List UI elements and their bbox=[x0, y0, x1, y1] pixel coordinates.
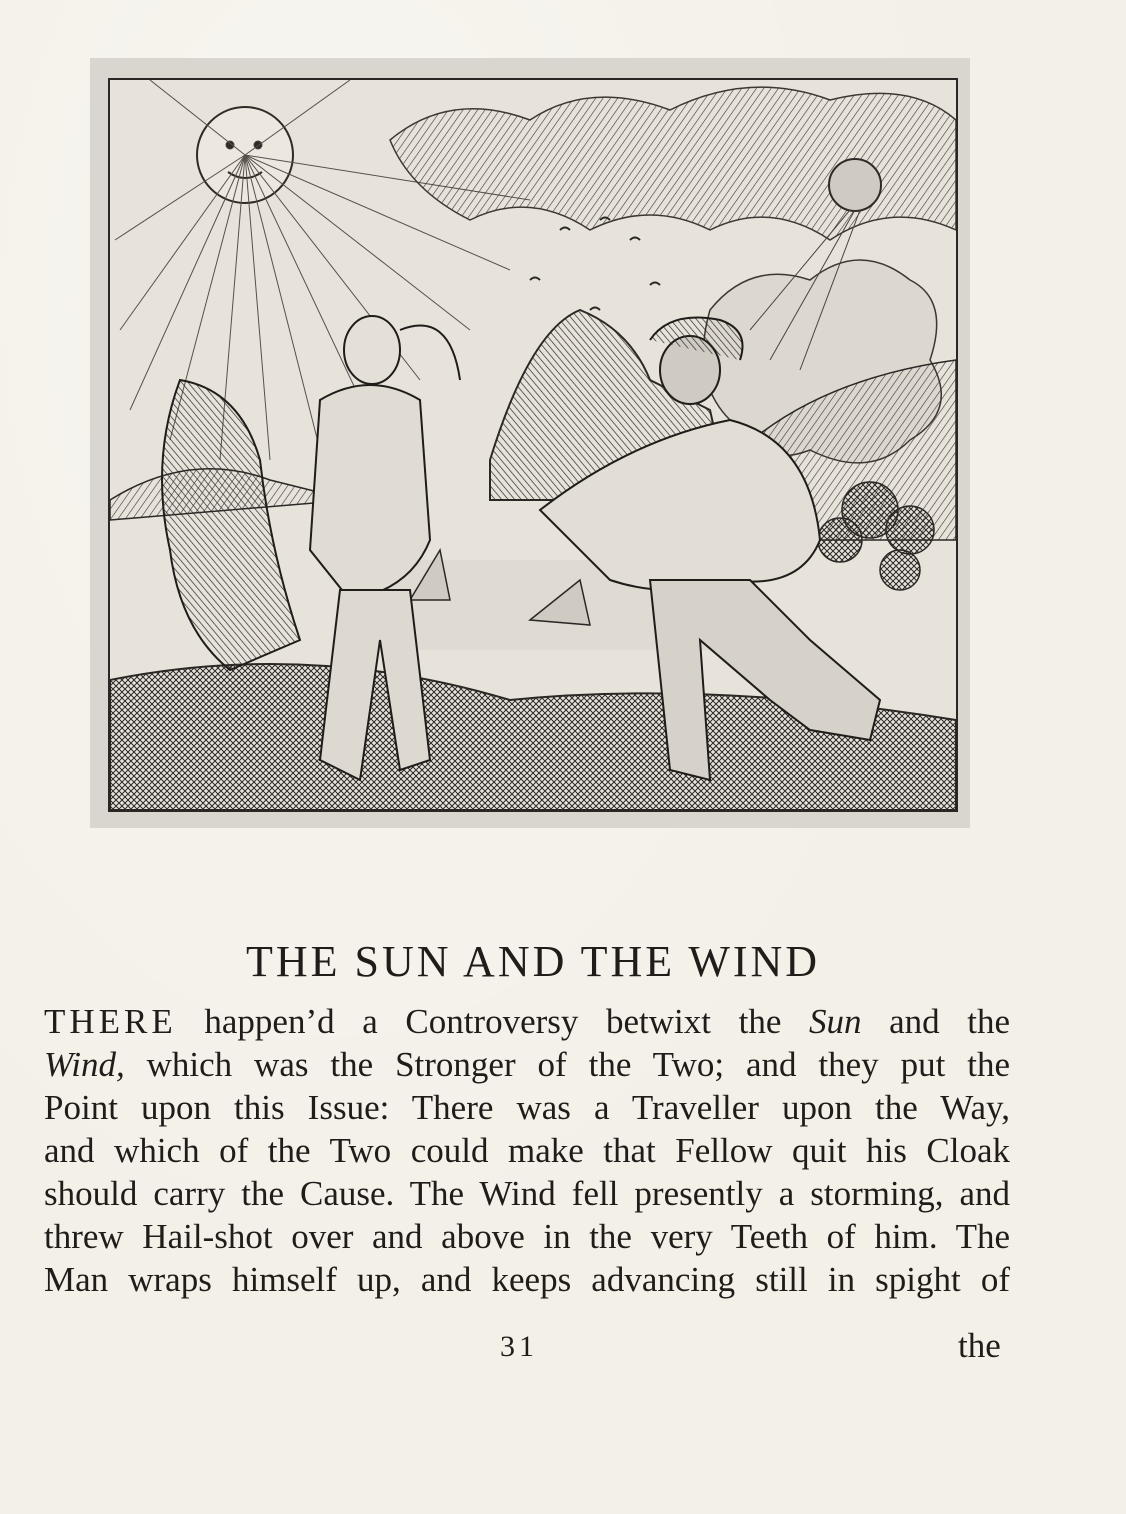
fable-line bbox=[44, 1086, 1010, 1129]
fable-line bbox=[44, 1258, 1010, 1301]
fable-line bbox=[44, 1172, 1010, 1215]
fable-title: THE SUN AND THE WIND bbox=[245, 937, 821, 986]
fable-text-run: which was the Stronger of the Two; and they put the bbox=[124, 1045, 1010, 1084]
fable-text-run: and the bbox=[861, 1002, 1011, 1041]
fable-text-run: Point upon this Issue: There was a Traveller upon the Way, bbox=[44, 1088, 1010, 1127]
fable-text-run: threw Hail-shot over and above in the very Teeth of him. The bbox=[44, 1217, 1010, 1256]
page-number: 31 bbox=[500, 1330, 538, 1363]
engraving-sun-and-wind bbox=[108, 78, 958, 812]
fable-text-run: and which of the Two could make that Fellow quit his Cloak bbox=[44, 1131, 1010, 1170]
fable-text bbox=[44, 1000, 1010, 1301]
illustration-plate bbox=[90, 58, 970, 828]
fable-line bbox=[44, 1215, 1010, 1258]
fable-line bbox=[44, 1000, 1010, 1043]
engraving-drawing bbox=[110, 80, 956, 810]
fable-text-run: Man wraps himself up, and keeps advancing still in spight of bbox=[44, 1260, 1010, 1299]
fable-text-run: happen’d a Controversy betwixt the bbox=[176, 1002, 809, 1041]
fable-line bbox=[44, 1129, 1010, 1172]
fable-text-run: Sun bbox=[808, 1002, 862, 1041]
fable-text-run: THERE bbox=[44, 1002, 177, 1041]
fable-text-run: should carry the Cause. The Wind fell presently a storming, and bbox=[44, 1174, 1010, 1213]
fable-line bbox=[44, 1043, 1010, 1086]
catchword: the bbox=[958, 1326, 1001, 1365]
fable-text-run: Wind, bbox=[44, 1045, 125, 1084]
